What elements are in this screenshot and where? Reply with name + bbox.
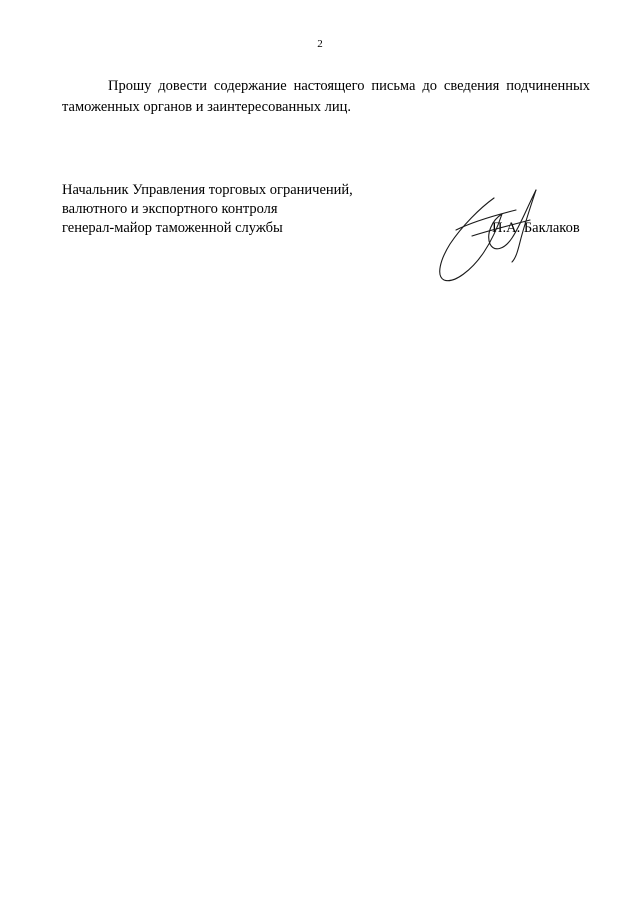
- signature-block: [62, 181, 353, 238]
- signer-title-line-1: Начальник Управления торговых ограничений,: [62, 182, 353, 198]
- body-paragraph: Прошу довести содержание настоящего письма до сведения подчиненных таможенных органов и заинтересованных лиц.: [62, 78, 590, 115]
- signer-title-line-3: генерал-майор таможенной службы: [62, 220, 283, 236]
- signer-title-line-2: валютного и экспортного контроля: [62, 201, 278, 217]
- handwritten-signature-icon: [432, 186, 552, 286]
- page-number: 2: [317, 38, 323, 50]
- signer-name: П.А. Баклаков: [492, 220, 580, 236]
